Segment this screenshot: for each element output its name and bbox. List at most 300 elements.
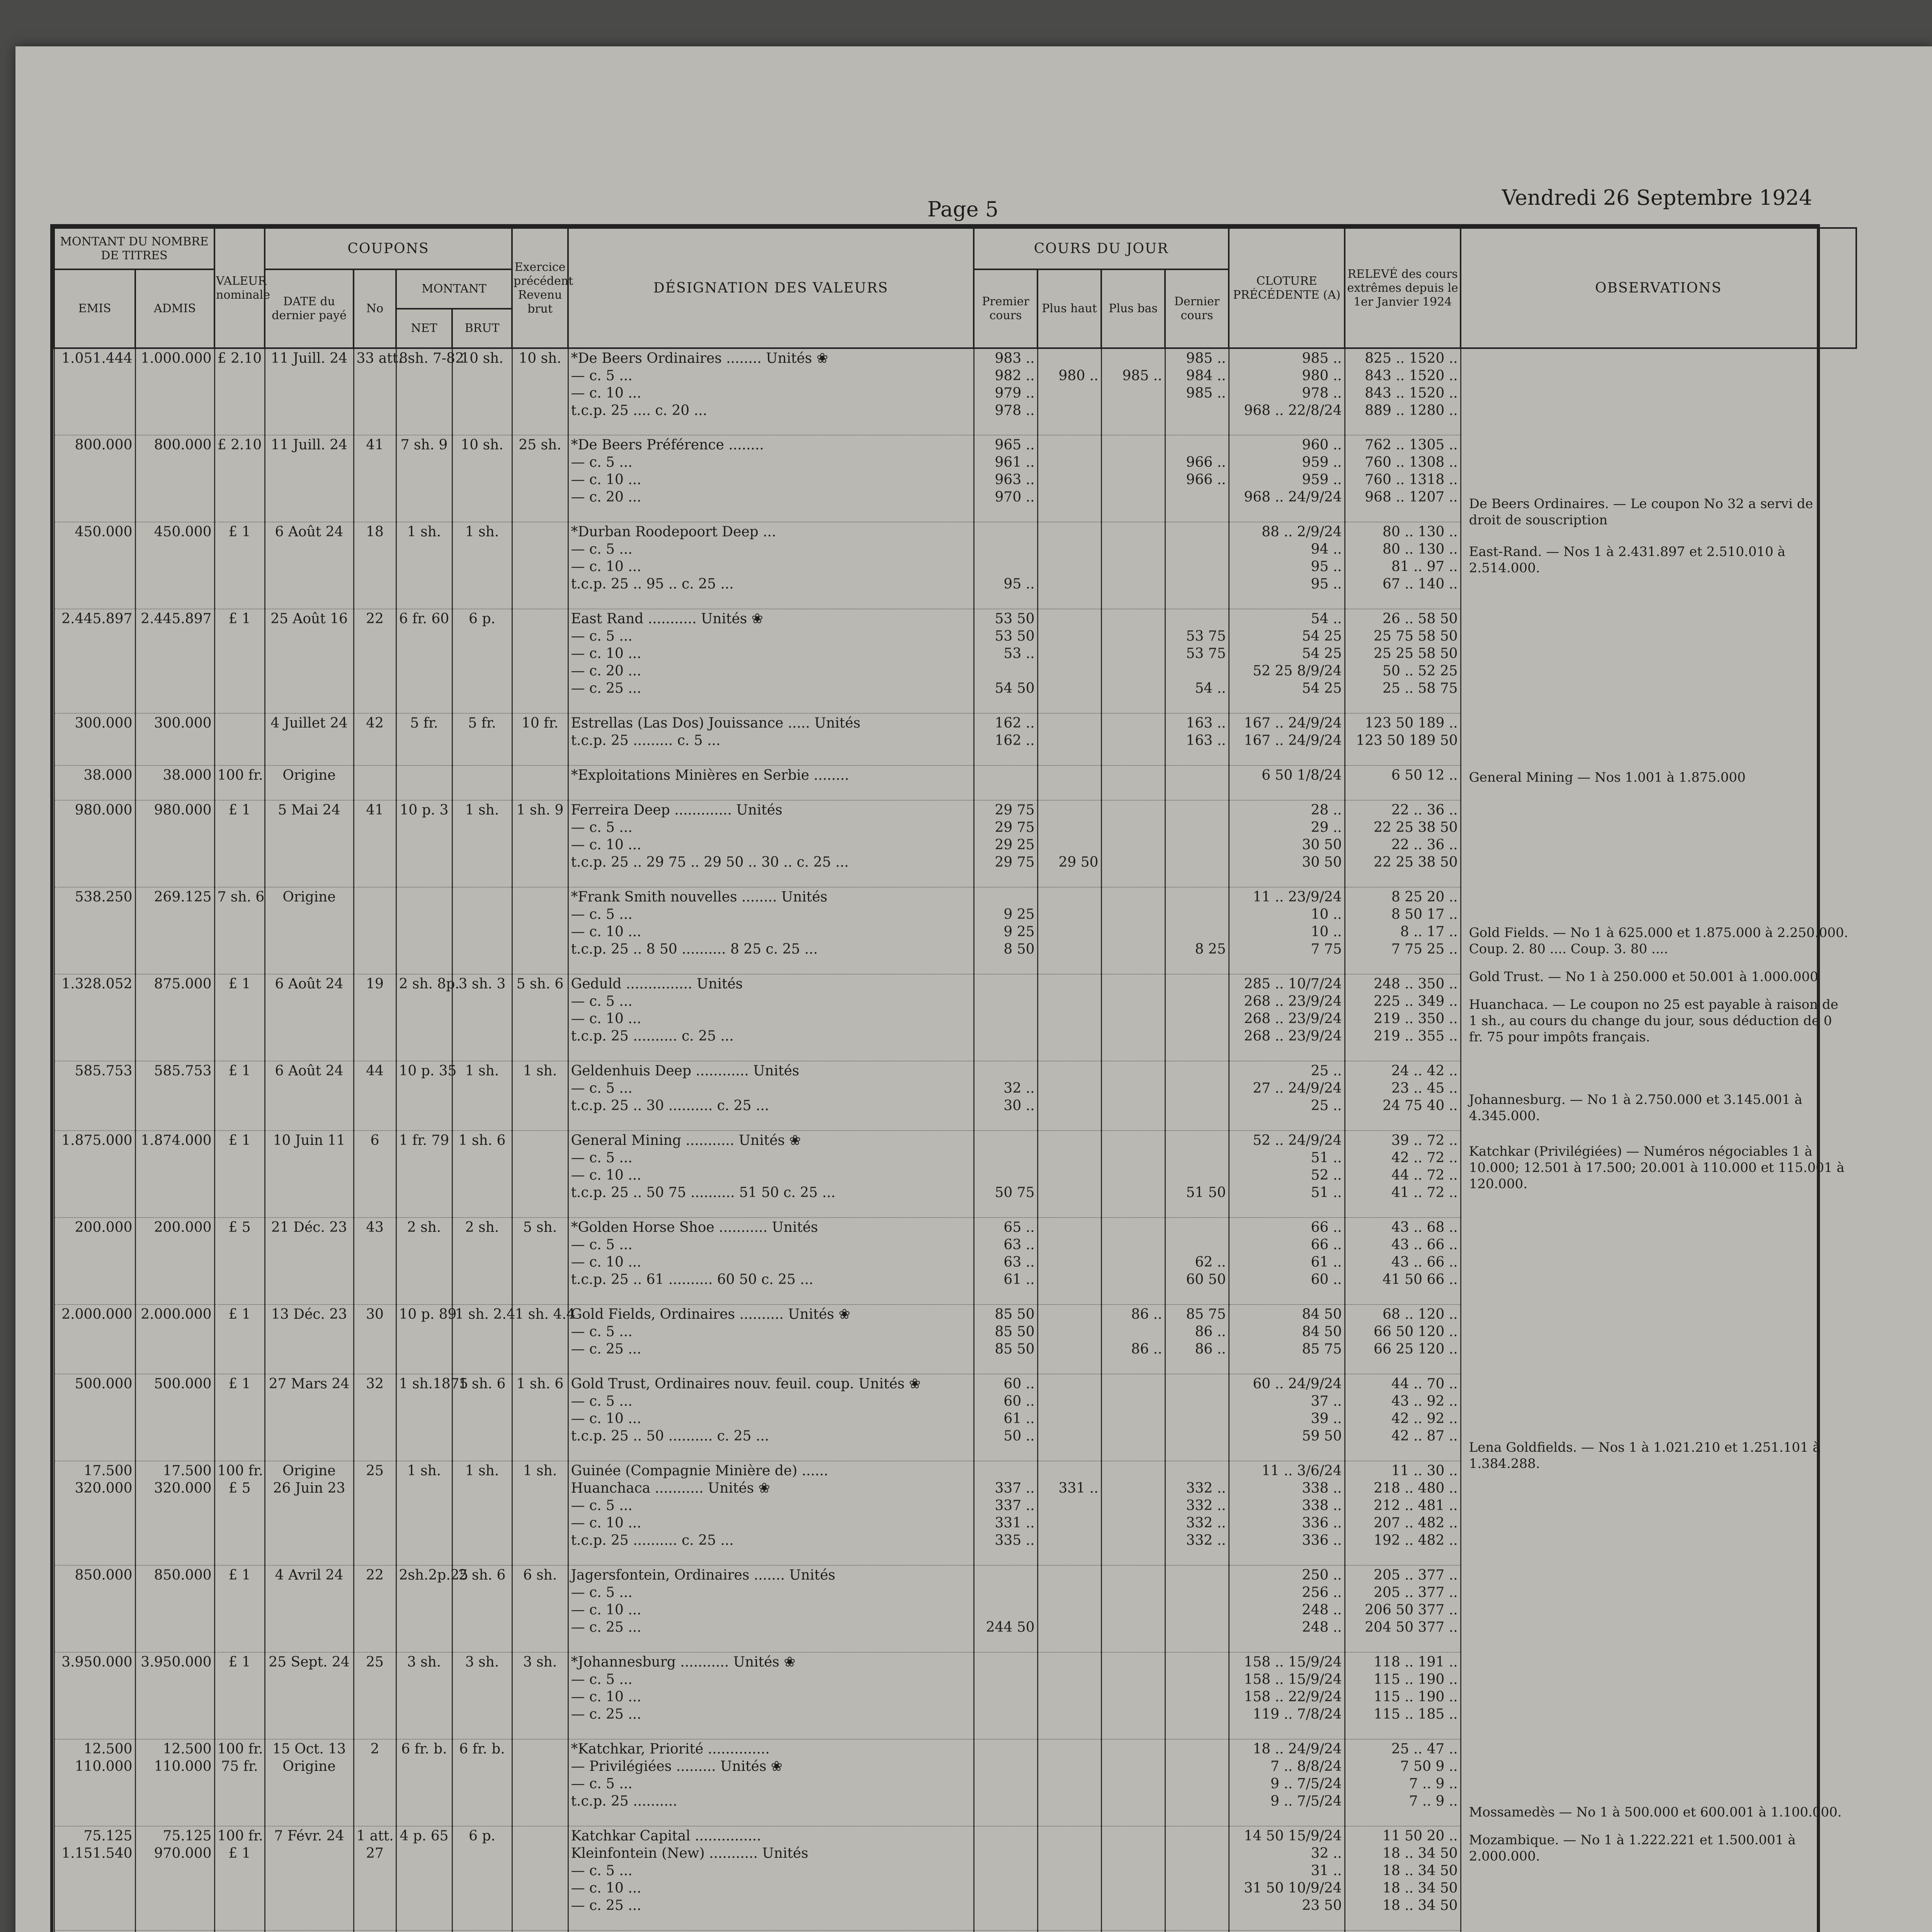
cell-plus-haut-line <box>1041 1462 1099 1480</box>
cell-releve-line: 44 .. 72 .. <box>1391 1167 1458 1183</box>
cell-releve-line: 24 75 40 .. <box>1382 1098 1458 1114</box>
cell-designation-line: *Golden Horse Shoe ........... Unités <box>571 1219 818 1235</box>
cell-designation-line: — c. 5 ... <box>571 1498 633 1514</box>
cell-net <box>396 1374 468 1461</box>
cell-designation <box>568 1304 974 1374</box>
cell-dernier-line <box>1168 1619 1226 1636</box>
cell-emis-line: 1.328.052 <box>61 976 133 992</box>
cell-admis <box>135 1131 214 1218</box>
cell-emis <box>54 1218 135 1304</box>
cell-cloture <box>1229 1461 1345 1565</box>
cell-brut-line: 1 sh. <box>465 1063 499 1079</box>
quotations-table <box>53 227 1857 1932</box>
cell-cloture-line: 95 .. <box>1311 559 1342 575</box>
cell-dernier-line <box>1168 1827 1226 1845</box>
cell-plus-bas <box>1101 522 1165 609</box>
observation-note: General Mining — Nos 1.001 à 1.875.000 <box>1469 770 1746 785</box>
cell-premier-line: 60 .. <box>1003 1376 1035 1392</box>
cell-plus-haut <box>1037 435 1101 522</box>
cell-releve-line: 7 75 25 .. <box>1391 941 1458 957</box>
cell-admis-line: 300.000 <box>154 715 212 731</box>
cell-releve-line: 25 .. 47 .. <box>1391 1741 1458 1757</box>
cell-designation-line: — c. 10 ... <box>571 1011 641 1027</box>
cell-nominal <box>214 348 265 435</box>
observation-note: Huanchaca. — Le coupon no 25 est payable à raison de 1 sh., au cours du change du jour, sous déduction de 0 fr. 75 pour impôts français. <box>1469 997 1838 1045</box>
cell-designation-line: — c. 10 ... <box>571 472 641 488</box>
cell-brut <box>452 435 512 522</box>
cell-designation-line: t.c.p. 25 .. 50 .......... c. 25 ... <box>571 1428 769 1444</box>
cell-dernier-line <box>1168 1010 1226 1027</box>
cell-plus-bas-line <box>1104 1566 1162 1584</box>
cell-nominal-line: £ 1 <box>228 1654 251 1670</box>
cell-net <box>396 800 452 887</box>
cell-plus-haut-line <box>1041 645 1099 662</box>
cell-nominal-line: £ 1 <box>228 524 251 540</box>
cell-admis <box>135 1565 214 1652</box>
cell-revenu-line <box>515 523 565 541</box>
cell-dernier <box>1165 1652 1229 1739</box>
cell-cloture-line: 59 50 <box>1302 1428 1342 1444</box>
cell-plus-haut-line <box>1041 1062 1099 1080</box>
cell-cloture-line: 66 .. <box>1311 1219 1342 1235</box>
cell-premier-line: 63 .. <box>1003 1237 1035 1253</box>
cell-designation-line: — c. 10 ... <box>571 1254 641 1270</box>
cell-cloture-line: 61 .. <box>1311 1254 1342 1270</box>
header-emis: EMIS <box>54 269 135 348</box>
cell-coupon-no-line: 2 <box>370 1741 379 1757</box>
cell-plus-haut <box>1037 1565 1101 1652</box>
cell-plus-haut-line <box>1041 1688 1099 1706</box>
cell-nominal-line: £ 1 <box>228 1376 251 1392</box>
cell-premier <box>974 1304 1037 1374</box>
cell-premier <box>974 887 1037 974</box>
cell-net <box>396 1930 452 1932</box>
cell-dernier-line <box>1168 1410 1226 1427</box>
cell-admis-line: 110.000 <box>154 1759 212 1774</box>
cell-dernier-line: 985 .. <box>1186 350 1226 366</box>
cell-plus-haut-line <box>1041 1010 1099 1027</box>
cell-brut <box>452 1131 512 1218</box>
cell-dernier <box>1165 974 1229 1061</box>
cell-releve-line: 8 .. 17 .. <box>1400 924 1458 940</box>
cell-dernier-line <box>1168 558 1226 575</box>
cell-net <box>396 1565 468 1652</box>
cell-plus-haut-line <box>1041 1132 1099 1149</box>
cell-plus-haut-line <box>1041 1619 1099 1636</box>
cell-emis <box>54 1374 135 1461</box>
cell-plus-haut-line <box>1041 1219 1099 1236</box>
cell-plus-bas-line <box>1104 836 1162 854</box>
cell-releve-line: 219 .. 350 .. <box>1374 1011 1458 1027</box>
observation-note: Lena Goldfields. — Nos 1 à 1.021.210 et 1.251.101 à 1.384.288. <box>1469 1440 1821 1471</box>
cell-dernier-line <box>1168 819 1226 836</box>
cell-dernier-line <box>1168 801 1226 819</box>
cell-plus-bas-line <box>1104 1480 1162 1497</box>
cell-net <box>396 435 452 522</box>
cell-dernier <box>1165 1739 1229 1826</box>
cell-nominal <box>214 800 265 887</box>
cell-date <box>265 1061 354 1131</box>
cell-releve-line: 41 50 66 .. <box>1382 1272 1458 1287</box>
cell-designation-line: — c. 5 ... <box>571 993 633 1009</box>
cell-premier-line: 983 .. <box>995 350 1035 366</box>
cell-dernier-line <box>1168 1862 1226 1879</box>
cell-premier-line <box>977 888 1035 906</box>
cell-cloture-line: 39 .. <box>1311 1411 1342 1427</box>
header-cloture: CLOTURE PRÉCÉDENTE (A) <box>1229 228 1345 348</box>
cell-designation <box>568 1826 974 1930</box>
cell-releve <box>1345 1930 1461 1932</box>
cell-admis <box>135 1218 214 1304</box>
cell-designation-line: East Rand ........... Unités ❀ <box>571 611 763 627</box>
cell-designation-line: *Durban Roodepoort Deep ... <box>571 524 776 540</box>
cell-net <box>396 1826 452 1930</box>
cell-brut <box>452 1218 512 1304</box>
cell-plus-bas-line <box>1104 1149 1162 1167</box>
cell-date <box>265 1218 354 1304</box>
cell-brut <box>452 1061 512 1131</box>
cell-plus-haut-line <box>1041 1827 1099 1845</box>
cell-releve <box>1345 1131 1461 1218</box>
cell-plus-haut-line <box>1041 1879 1099 1897</box>
cell-admis-line: 875.000 <box>154 976 212 992</box>
cell-premier-line <box>977 993 1035 1010</box>
cell-designation-line: — c. 10 ... <box>571 385 641 401</box>
cell-plus-bas-line <box>1104 819 1162 836</box>
cell-releve-line: 8 50 17 .. <box>1391 906 1458 922</box>
cell-designation-line: — c. 10 ... <box>571 646 641 662</box>
cell-premier-line: 244 50 <box>986 1619 1035 1635</box>
cell-dernier <box>1165 1061 1229 1131</box>
cell-coupon-no-line: 22 <box>366 1567 384 1583</box>
cell-releve-line: 204 50 377 .. <box>1365 1619 1458 1635</box>
cell-net-line: 2sh.2p.25 <box>399 1567 468 1583</box>
cell-plus-bas-line <box>1104 906 1162 923</box>
cell-emis <box>54 1930 135 1932</box>
cell-releve-line: 225 .. 349 .. <box>1374 993 1458 1009</box>
cell-releve-line: 18 .. 34 50 <box>1382 1898 1458 1913</box>
cell-revenu-line: 3 sh. <box>523 1654 557 1670</box>
cell-date-line: 6 Août 24 <box>275 1063 344 1079</box>
cell-cloture-line: 28 .. <box>1311 802 1342 818</box>
cell-net <box>396 765 452 800</box>
cell-designation <box>568 887 974 974</box>
cell-designation-line: t.c.p. 25 .. 30 .......... c. 25 ... <box>571 1098 769 1114</box>
cell-designation-line: Gold Fields, Ordinaires .......... Unités ❀ <box>571 1306 850 1322</box>
cell-brut <box>452 887 512 974</box>
cell-emis <box>54 974 135 1061</box>
cell-plus-haut <box>1037 609 1101 713</box>
cell-emis-line: 3.950.000 <box>61 1654 133 1670</box>
cell-date-line: 10 Juin 11 <box>273 1133 345 1148</box>
cell-coupon-no <box>354 974 396 1061</box>
cell-admis-line: 269.125 <box>154 889 212 905</box>
cell-plus-haut-line <box>1041 384 1099 402</box>
cell-coupon-no <box>354 1826 396 1930</box>
cell-revenu <box>512 348 568 435</box>
cell-plus-bas-line <box>1104 993 1162 1010</box>
cell-emis-line: 1.875.000 <box>61 1133 133 1148</box>
cell-releve-line: 968 .. 1207 .. <box>1365 489 1458 505</box>
cell-plus-haut-line <box>1041 1862 1099 1879</box>
cell-designation-line: *Frank Smith nouvelles ........ Unités <box>571 889 828 905</box>
cell-plus-haut-line <box>1041 906 1099 923</box>
cell-releve <box>1345 974 1461 1061</box>
cell-plus-bas-line <box>1104 1514 1162 1532</box>
cell-revenu-line: 1 sh. <box>523 1063 557 1079</box>
cell-date <box>265 1304 354 1374</box>
cell-cloture <box>1229 1374 1345 1461</box>
cell-plus-haut-line: 331 .. <box>1058 1480 1099 1496</box>
cell-admis-line: 970.000 <box>154 1845 212 1861</box>
cell-designation-line: — c. 5 ... <box>571 1324 633 1340</box>
cell-revenu <box>512 1652 568 1739</box>
cell-cloture <box>1229 1304 1345 1374</box>
cell-net-line: 10 p. 35 <box>399 1063 457 1079</box>
cell-revenu <box>512 1061 568 1131</box>
cell-premier-line: 95 .. <box>1003 576 1035 592</box>
cell-nominal <box>214 1826 265 1930</box>
cell-plus-haut-line <box>1041 350 1099 367</box>
cell-cloture-line: 158 .. 22/9/24 <box>1244 1689 1342 1705</box>
cell-plus-haut-line <box>1041 436 1099 454</box>
cell-premier-line <box>977 1010 1035 1027</box>
cell-plus-haut-line <box>1041 732 1099 749</box>
cell-plus-haut-line <box>1041 836 1099 854</box>
cell-premier-line: 8 50 <box>1003 941 1035 957</box>
cell-releve-line: 81 .. 97 .. <box>1391 559 1458 575</box>
cell-brut-line: 1 sh. 6 <box>458 1133 506 1148</box>
cell-date-line: Origine <box>282 889 336 905</box>
cell-emis-line: 2.445.897 <box>61 611 133 627</box>
observation-note: Gold Trust. — No 1 à 250.000 et 50.001 à 1.000.000 <box>1469 969 1818 985</box>
cell-plus-haut <box>1037 348 1101 435</box>
cell-admis <box>135 713 214 765</box>
cell-net <box>396 1739 452 1826</box>
cell-plus-haut-line <box>1041 714 1099 732</box>
cell-premier-line: 54 50 <box>995 680 1035 696</box>
cell-nominal <box>214 765 265 800</box>
cell-cloture-line: 27 .. 24/9/24 <box>1253 1080 1342 1096</box>
cell-net <box>396 1061 457 1131</box>
cell-revenu <box>512 1218 568 1304</box>
cell-designation-line: — c. 10 ... <box>571 1602 641 1618</box>
cell-plus-haut-line <box>1041 1167 1099 1184</box>
header-observations: OBSERVATIONS <box>1461 228 1856 348</box>
cell-nominal <box>214 1461 265 1565</box>
cell-admis <box>135 609 214 713</box>
cell-dernier <box>1165 1826 1229 1930</box>
cell-date-line: 5 Mai 24 <box>278 802 340 818</box>
cell-nominal-line: £ 1 <box>228 1845 251 1861</box>
cell-plus-haut-line <box>1041 975 1099 993</box>
cell-admis-line: 1.874.000 <box>141 1133 212 1148</box>
cell-premier <box>974 800 1037 887</box>
cell-coupon-no-line: 27 <box>366 1845 384 1861</box>
cell-dernier-line: 62 .. <box>1195 1254 1226 1270</box>
cell-designation <box>568 1565 974 1652</box>
cell-emis <box>54 609 135 713</box>
cell-plus-bas-line <box>1104 1827 1162 1845</box>
cell-coupon-no <box>354 435 396 522</box>
cell-cloture-line: 14 50 15/9/24 <box>1244 1828 1342 1844</box>
cell-brut-line: 3 sh. <box>465 1654 499 1670</box>
cell-cloture-line: 95 .. <box>1311 576 1342 592</box>
cell-cloture-line: 7 75 <box>1311 941 1342 957</box>
cell-releve-line: 212 .. 481 .. <box>1374 1498 1458 1514</box>
cell-dernier-line <box>1168 923 1226 940</box>
cell-plus-bas-line <box>1104 1775 1162 1793</box>
cell-nominal <box>214 887 265 974</box>
cell-net-line <box>399 888 449 906</box>
cell-designation-line: — c. 5 ... <box>571 541 633 557</box>
cell-premier-line: 61 .. <box>1003 1411 1035 1427</box>
cell-designation-line: t.c.p. 25 .. 50 75 .......... 51 50 c. 25 ... <box>571 1185 836 1201</box>
cell-net <box>396 974 459 1061</box>
cell-cloture-line: 30 50 <box>1302 854 1342 870</box>
cell-cloture <box>1229 974 1345 1061</box>
cell-plus-bas-line <box>1104 1236 1162 1253</box>
cell-designation-line: — c. 5 ... <box>571 1863 633 1879</box>
cell-dernier-line <box>1168 1793 1226 1810</box>
cell-nominal-line: £ 1 <box>228 1063 251 1079</box>
cell-brut <box>452 522 512 609</box>
cell-designation-line: — c. 5 ... <box>571 906 633 922</box>
cell-cloture <box>1229 609 1345 713</box>
cell-emis <box>54 800 135 887</box>
cell-releve-line: 7 50 9 .. <box>1400 1759 1458 1774</box>
cell-premier-line <box>977 1827 1035 1845</box>
cell-plus-bas-line <box>1104 1184 1162 1201</box>
cell-premier-line: 9 25 <box>1003 924 1035 940</box>
cell-net-line: 5 fr. <box>410 715 438 731</box>
cell-plus-haut <box>1037 1461 1101 1565</box>
cell-premier-line: 29 75 <box>995 802 1035 818</box>
cell-plus-haut <box>1037 1061 1101 1131</box>
cell-net-line: 7 sh. 9 <box>400 437 448 453</box>
cell-plus-haut-line <box>1041 1740 1099 1758</box>
cell-admis <box>135 1739 214 1826</box>
cell-plus-bas-line <box>1104 975 1162 993</box>
header-premier: Premier cours <box>974 269 1037 348</box>
cell-brut-line: 1 sh. <box>465 524 499 540</box>
cell-date-line: Origine <box>282 767 336 783</box>
cell-plus-bas-line <box>1104 1845 1162 1862</box>
cell-nominal <box>214 1739 265 1826</box>
header-montant-coupon: MONTANT <box>396 269 512 309</box>
cell-nominal-line: £ 1 <box>228 611 251 627</box>
header-date: DATE du dernier payé <box>265 269 354 348</box>
cell-plus-haut-line <box>1041 1410 1099 1427</box>
cell-premier-line <box>977 1601 1035 1619</box>
cell-releve-line: 7 .. 9 .. <box>1409 1776 1458 1792</box>
cell-premier-line: 970 .. <box>995 489 1035 505</box>
cell-dernier-line: 985 .. <box>1186 385 1226 401</box>
cell-plus-bas-line <box>1104 767 1162 784</box>
cell-plus-bas <box>1101 1461 1165 1565</box>
cell-plus-haut-line <box>1041 558 1099 575</box>
cell-dernier <box>1165 765 1229 800</box>
cell-plus-bas-line <box>1104 1323 1162 1340</box>
cell-date <box>265 887 354 974</box>
cell-premier <box>974 1930 1037 1932</box>
cell-coupon-no <box>354 800 396 887</box>
cell-net <box>396 1131 452 1218</box>
cell-brut-line: 2 sh. 6 <box>458 1567 506 1583</box>
cell-admis <box>135 522 214 609</box>
cell-designation <box>568 974 974 1061</box>
header-net: NET <box>396 309 452 348</box>
cell-designation-line: t.c.p. 25 .. 8 50 .......... 8 25 c. 25 ... <box>571 941 818 957</box>
cell-premier-line <box>977 1167 1035 1184</box>
cell-emis-line: 38.000 <box>83 767 133 783</box>
cell-dernier-line: 86 .. <box>1195 1341 1226 1357</box>
cell-cloture-line: 29 .. <box>1311 820 1342 835</box>
cell-coupon-no-line: 18 <box>366 524 384 540</box>
cell-premier-line: 335 .. <box>995 1532 1035 1548</box>
cell-cloture-line: 6 50 1/8/24 <box>1262 767 1342 783</box>
cell-nominal <box>214 1374 265 1461</box>
cell-emis-line: 200.000 <box>75 1219 133 1235</box>
cell-dernier-line: 51 50 <box>1186 1185 1226 1201</box>
cell-plus-bas-line <box>1104 575 1162 593</box>
cell-date-line: 6 Août 24 <box>275 976 344 992</box>
cell-plus-haut-line <box>1041 1253 1099 1271</box>
cell-nominal-line: £ 1 <box>228 976 251 992</box>
cell-releve-line: 66 25 120 .. <box>1374 1341 1458 1357</box>
cell-brut-line: 10 sh. <box>461 350 503 366</box>
cell-coupon-no <box>354 1565 396 1652</box>
cell-plus-haut-line <box>1041 488 1099 506</box>
cell-designation <box>568 1131 974 1218</box>
cell-brut <box>452 1565 512 1652</box>
cell-plus-bas-line <box>1104 471 1162 488</box>
cell-premier-line: 29 75 <box>995 854 1035 870</box>
cell-premier-line <box>977 767 1035 784</box>
observation-note: Gold Fields. — No 1 à 625.000 et 1.875.000 à 2.250.000. Coup. 2. 80 .... Coup. 3. 80 .... <box>1469 925 1849 957</box>
cell-plus-haut <box>1037 765 1101 800</box>
cell-emis <box>54 348 135 435</box>
observation-note: East-Rand. — Nos 1 à 2.431.897 et 2.510.010 à 2.514.000. <box>1469 544 1786 576</box>
cell-plus-bas-line <box>1104 523 1162 541</box>
cell-plus-bas-line <box>1104 1062 1162 1080</box>
cell-plus-haut-line <box>1041 888 1099 906</box>
cell-dernier-line <box>1168 975 1226 993</box>
cell-releve-line: 219 .. 355 .. <box>1374 1028 1458 1044</box>
cell-plus-haut-line <box>1041 923 1099 940</box>
cell-revenu <box>512 609 568 713</box>
cell-plus-bas <box>1101 1739 1165 1826</box>
cell-cloture-line: 54 25 <box>1302 628 1342 644</box>
cell-coupon-no-line: 42 <box>366 715 384 731</box>
cell-premier-line <box>977 1740 1035 1758</box>
cell-cloture-line: 10 .. <box>1311 924 1342 940</box>
cell-dernier <box>1165 887 1229 974</box>
cell-premier-line: 9 25 <box>1003 906 1035 922</box>
cell-plus-bas <box>1101 1826 1165 1930</box>
cell-plus-haut-line <box>1041 680 1099 697</box>
cell-revenu <box>512 1739 568 1826</box>
cell-premier <box>974 1565 1037 1652</box>
cell-plus-haut-line <box>1041 1601 1099 1619</box>
cell-revenu-line: 5 sh. <box>523 1219 557 1235</box>
cell-coupon-no <box>354 1739 396 1826</box>
cell-cloture-line: 88 .. 2/9/24 <box>1262 524 1342 540</box>
cell-premier-line <box>977 1688 1035 1706</box>
cell-coupon-no <box>354 1461 396 1565</box>
cell-plus-bas-line <box>1104 732 1162 749</box>
cell-plus-bas-line <box>1104 1497 1162 1514</box>
